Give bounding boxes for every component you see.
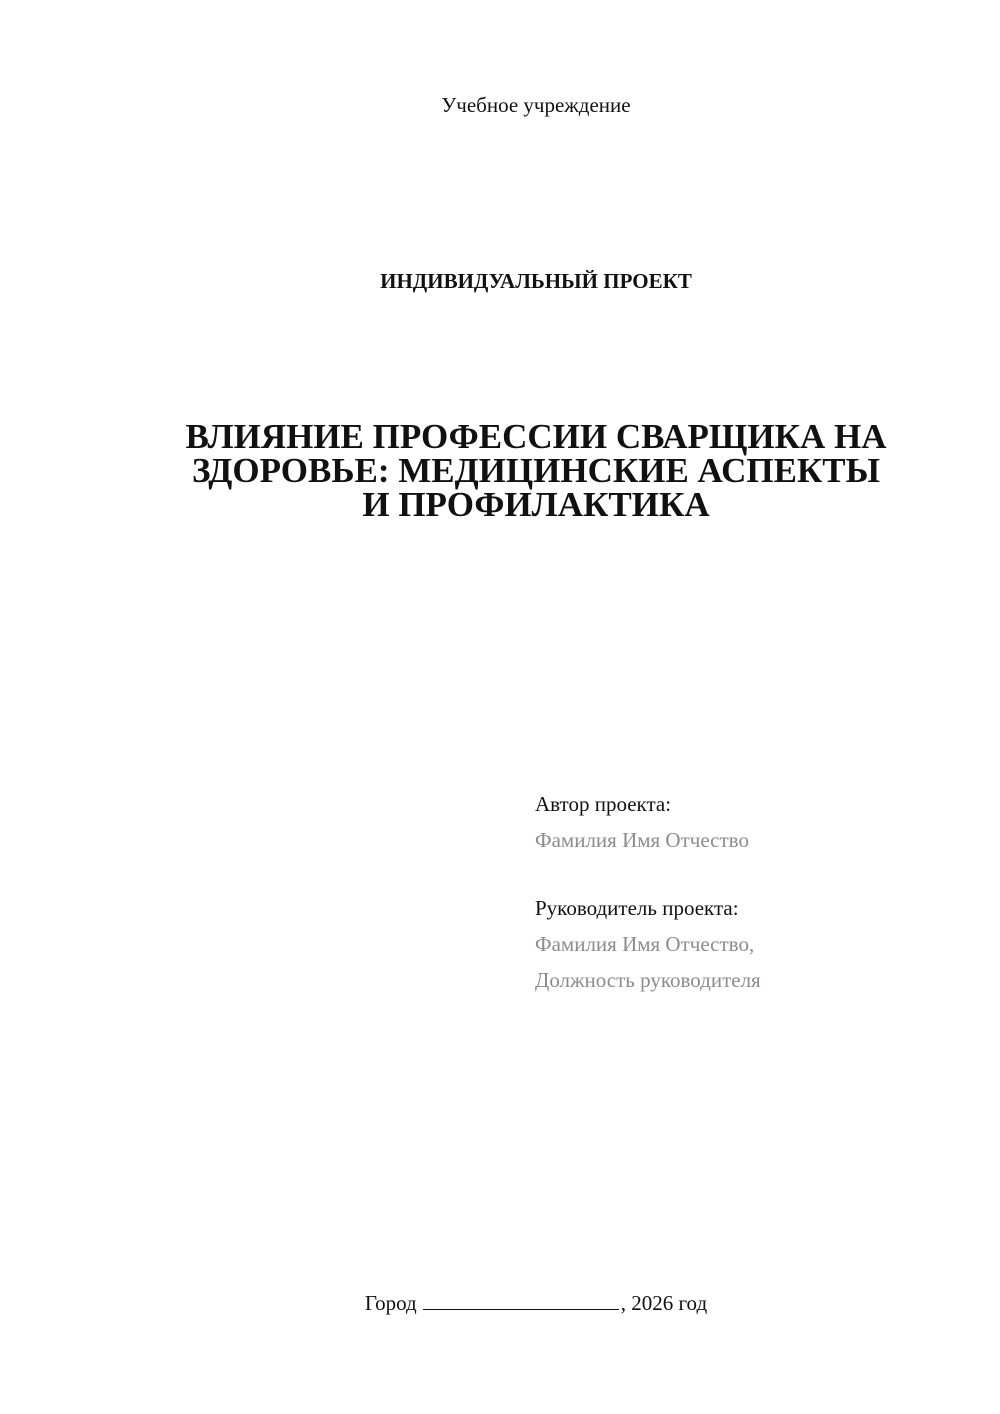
project-type-heading: ИНДИВИДУАЛЬНЫЙ ПРОЕКТ [380,269,692,293]
city-blank-line [423,1291,619,1310]
project-title-line: И ПРОФИЛАКТИКА [362,485,710,524]
project-title-line: ЗДОРОВЬЕ: МЕДИЦИНСКИЕ АСПЕКТЫ [191,451,881,490]
year-text: , 2026 год [620,1291,708,1315]
author-name: Фамилия Имя Отчество [535,828,749,852]
footer-city-year [0,1290,1000,1316]
supervisor-position: Должность руководителя [535,968,761,992]
project-title [140,417,932,524]
supervisor-block [535,890,761,998]
supervisor-name: Фамилия Имя Отчество, [535,932,755,956]
project-title-line: ВЛИЯНИЕ ПРОФЕССИИ СВАРЩИКА НА [185,417,887,456]
author-label: Автор проекта: [535,792,672,816]
author-block [535,786,749,858]
supervisor-label: Руководитель проекта: [535,896,739,920]
institution-name: Учебное учреждение [441,93,631,117]
city-label: Город [364,1291,417,1315]
